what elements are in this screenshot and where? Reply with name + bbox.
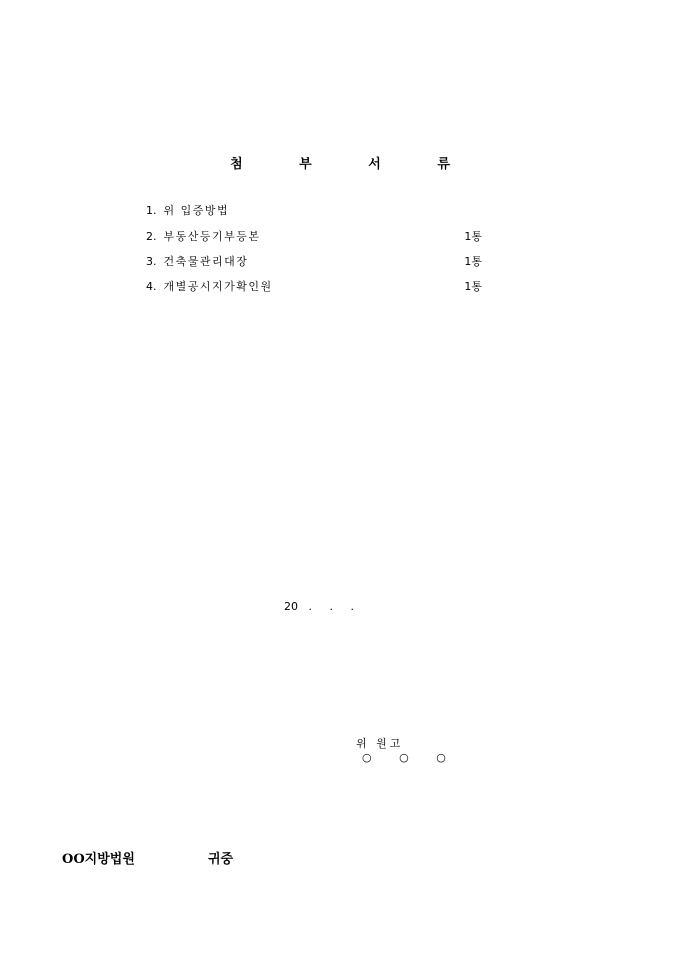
honorific: 귀중 <box>208 852 234 867</box>
attachment-number: 2. <box>146 230 157 243</box>
attachment-quantity: 1통 <box>464 280 482 293</box>
attachment-item-2 <box>146 229 482 245</box>
court-name: OO지방법원 <box>62 852 135 867</box>
document-title: 첨 부 서 류 <box>230 157 476 172</box>
attachment-quantity: 1통 <box>464 255 482 268</box>
attachment-item-4 <box>146 279 482 295</box>
filing-date: 20 . . . <box>284 600 354 613</box>
attachment-name: 건축물관리대장 <box>163 255 249 268</box>
attachment-number: 1. <box>146 204 157 217</box>
attachment-item-1 <box>146 203 482 219</box>
attachment-name: 개별공시지가확인원 <box>163 280 273 293</box>
attachment-item-3 <box>146 254 482 270</box>
signer-name-placeholder: ○ ○ ○ <box>362 751 458 764</box>
attachment-number: 4. <box>146 280 157 293</box>
attachment-number: 3. <box>146 255 157 268</box>
signer-label: 위 원고 <box>356 737 404 750</box>
attachment-name: 부동산등기부등본 <box>163 230 261 243</box>
attachment-quantity: 1통 <box>464 230 482 243</box>
signer-line <box>342 722 458 777</box>
attachment-name: 위 입증방법 <box>163 204 230 217</box>
